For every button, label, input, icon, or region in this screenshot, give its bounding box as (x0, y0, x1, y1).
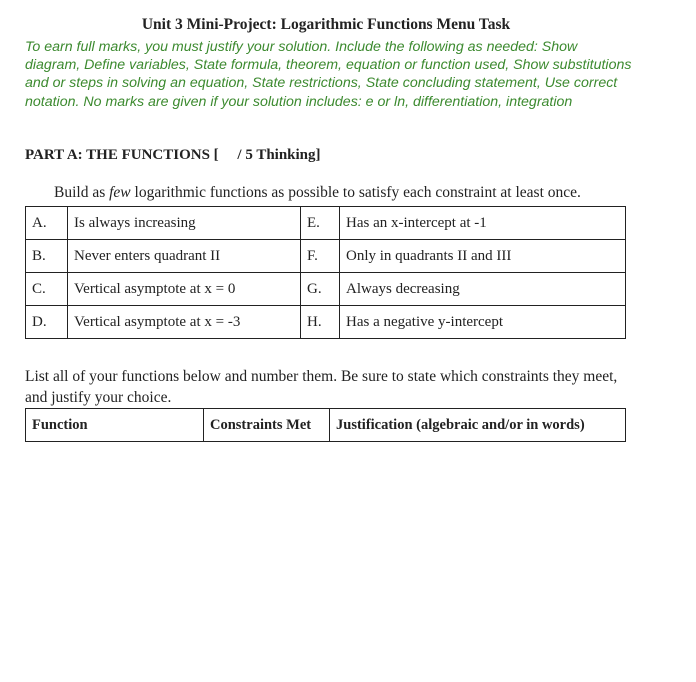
constraint-letter: A. (26, 207, 68, 240)
constraint-text: Has a negative y-intercept (340, 306, 626, 339)
constraint-letter: B. (26, 240, 68, 273)
constraint-text: Never enters quadrant II (68, 240, 301, 273)
constraint-letter: E. (301, 207, 340, 240)
constraints-row (26, 207, 626, 240)
constraint-letter: H. (301, 306, 340, 339)
constraint-text: Vertical asymptote at x = 0 (68, 273, 301, 306)
build-text-emphasis: few (109, 184, 131, 201)
instructions-text: To earn full marks, you must justify your solution. Include the following as needed: Show diagram, Define variables, State formula, theorem, equation or function used, Show substitutions and or steps in solving an equation, State restrictions, State concluding statement, Use correct notation. No marks are given if your solution includes: e or ln, differentiation, integration (25, 39, 632, 110)
constraints-row (26, 240, 626, 273)
part-a-heading: PART A: THE FUNCTIONS [ / 5 Thinking] (25, 147, 321, 163)
document-title: Unit 3 Mini-Project: Logarithmic Functions Menu Task (141, 16, 511, 33)
constraint-letter: F. (301, 240, 340, 273)
constraint-text: Is always increasing (68, 207, 301, 240)
header-justification: Justification (algebraic and/or in words) (330, 409, 626, 442)
constraints-table (25, 206, 626, 339)
functions-header-row (26, 409, 626, 442)
constraints-row (26, 273, 626, 306)
constraints-row (26, 306, 626, 339)
constraint-letter: G. (301, 273, 340, 306)
constraint-text: Vertical asymptote at x = -3 (68, 306, 301, 339)
constraint-letter: D. (26, 306, 68, 339)
constraint-text: Always decreasing (340, 273, 626, 306)
list-instructions: List all of your functions below and number them. Be sure to state which constraints they meet, and justify your choice. (25, 368, 618, 406)
constraint-letter: C. (26, 273, 68, 306)
constraint-text: Only in quadrants II and III (340, 240, 626, 273)
constraint-text: Has an x-intercept at -1 (340, 207, 626, 240)
build-text-after: logarithmic functions as possible to satisfy each constraint at least once. (130, 184, 581, 201)
build-text-before: Build as (54, 184, 110, 201)
header-function: Function (26, 409, 204, 442)
header-constraints-met: Constraints Met (204, 409, 330, 442)
functions-table (25, 408, 626, 442)
build-instruction (54, 184, 581, 202)
